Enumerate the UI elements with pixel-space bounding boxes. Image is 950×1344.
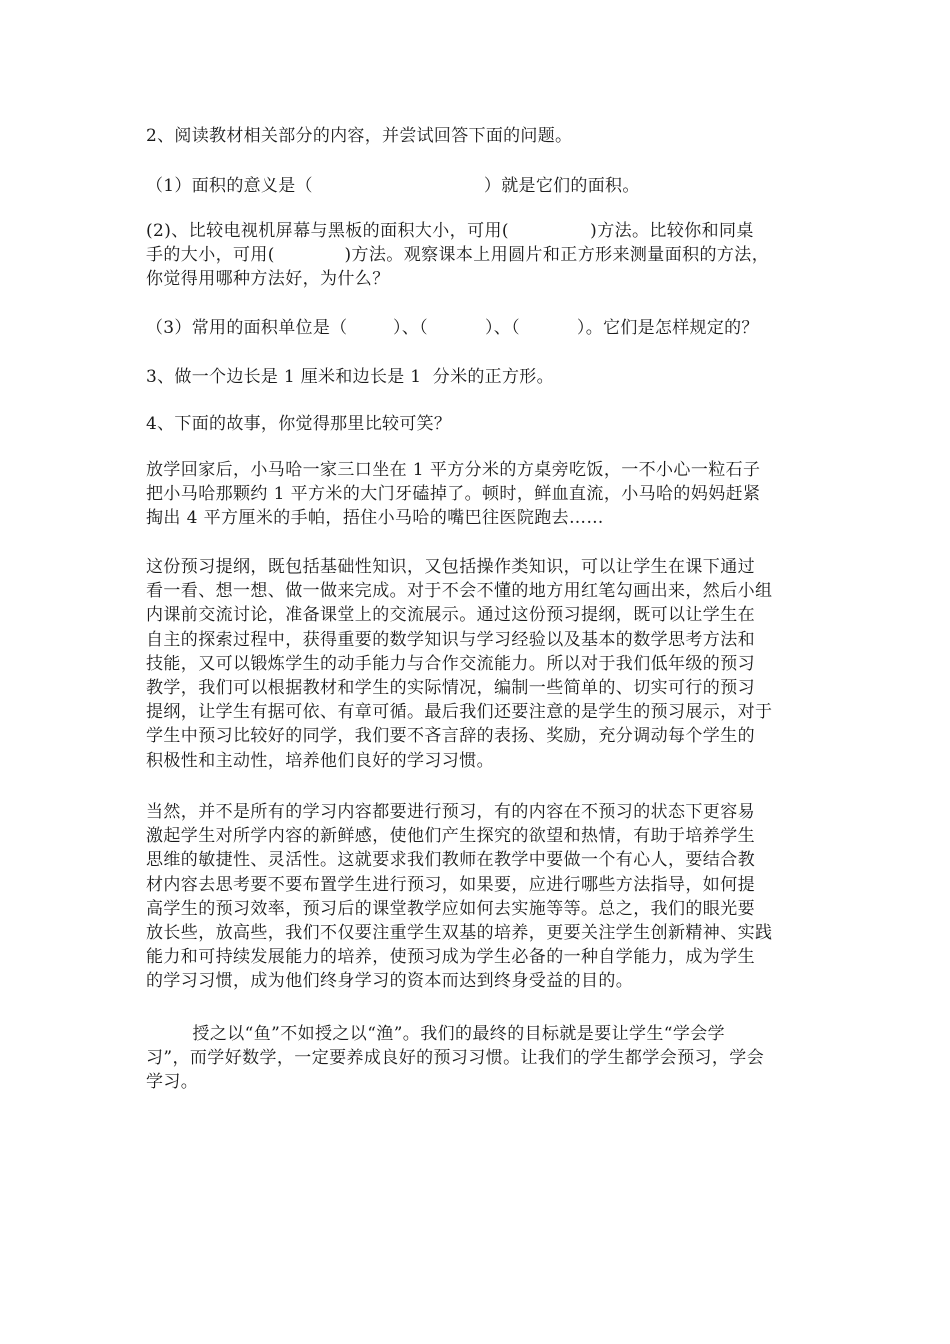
text-line: 能力和可持续发展能力的培养，使预习成为学生必备的一种自学能力，成为学生: [146, 947, 755, 968]
text-line: 的学习习惯，成为他们终身学习的资本而达到终身受益的目的。: [146, 971, 634, 992]
text-line: 激起学生对所学内容的新鲜感，使他们产生探究的欲望和热情，有助于培养学生: [146, 826, 755, 847]
question-3: 3、做一个边长是 1 厘米和边长是 1 分米的正方形。: [146, 367, 554, 387]
text-line: 放长些，放高些，我们不仅要注重学生双基的培养，更要关注学生创新精神、实践: [146, 923, 773, 944]
text-line: 自主的探索过程中，获得重要的数学知识与学习经验以及基本的数学思考方法和: [146, 629, 755, 650]
text-line: 材内容去思考要不要布置学生进行预习，如果要，应进行哪些方法指导，如何提: [146, 874, 755, 895]
question-2-1: （1）面积的意义是（ ）就是它们的面积。: [146, 176, 640, 196]
text-line: 你觉得用哪种方法好，为什么？: [146, 269, 390, 290]
question-2-heading: 2、阅读教材相关部分的内容，并尝试回答下面的问题。: [146, 126, 573, 146]
text-line: 把小马哈那颗约 1 平方米的大门牙磕掉了。顿时，鲜血直流，小马哈的妈妈赶紧: [146, 484, 761, 505]
text-line: 这份预习提纲，既包括基础性知识，又包括操作类知识，可以让学生在课下通过: [146, 557, 755, 577]
question-2-3: （3）常用的面积单位是（ ）、（ ）、（ ）。它们是怎样规定的？: [146, 318, 759, 338]
text-line: 思维的敏捷性、灵活性。这就要求我们教师在教学中要做一个有心人，要结合教: [146, 850, 755, 871]
text-line: 学生中预习比较好的同学，我们要不吝言辞的表扬、奖励，充分调动每个学生的: [146, 726, 755, 747]
story-paragraph: [146, 458, 808, 531]
paragraph-not-all-content: [146, 800, 808, 994]
text-line: 放学回家后，小马哈一家三口坐在 1 平方分米的方桌旁吃饭，一不小心一粒石子: [146, 460, 761, 480]
text-line: 积极性和主动性，培养他们良好的学习习惯。: [146, 750, 494, 771]
text-line: 当然，并不是所有的学习内容都要进行预习，有的内容在不预习的状态下更容易: [146, 802, 755, 822]
text-line: 掏出 4 平方厘米的手帕，捂住小马哈的嘴巴往医院跑去……: [146, 508, 604, 529]
text-line: 手的大小，可用( )方法。观察课本上用圆片和正方形来测量面积的方法，: [146, 245, 770, 266]
text-line: 看一看、想一想、做一做来完成。对于不会不懂的地方用红笔勾画出来，然后小组: [146, 581, 773, 602]
paragraph-conclusion: [146, 1022, 808, 1095]
question-2-2: [146, 219, 808, 292]
text-line: 高学生的预习效率，预习后的课堂教学应如何去实施等等。总之，我们的眼光要: [146, 898, 755, 919]
text-line: 习”，而学好数学，一定要养成良好的预习习惯。让我们的学生都学会预习，学会: [146, 1048, 765, 1069]
text-line: 技能，又可以锻炼学生的动手能力与合作交流能力。所以对于我们低年级的预习: [146, 653, 755, 674]
question-4: 4、下面的故事，你觉得那里比较可笑？: [146, 414, 452, 434]
text-line: 教学，我们可以根据教材和学生的实际情况，编制一些简单的、切实可行的预习: [146, 678, 755, 699]
text-line: 授之以“鱼”不如授之以“渔”。我们的最终的目标就是要让学生“学会学: [146, 1024, 726, 1044]
text-line: (2)、比较电视机屏幕与黑板的面积大小，可用( )方法。比较你和同桌: [146, 221, 754, 241]
text-line: 提纲，让学生有据可依、有章可循。最后我们还要注意的是学生的预习展示，对于: [146, 702, 773, 723]
paragraph-preview-outline: [146, 555, 808, 773]
text-line: 内课前交流讨论，准备课堂上的交流展示。通过这份预习提纲，既可以让学生在: [146, 605, 755, 626]
text-line: 学习。: [146, 1072, 199, 1093]
